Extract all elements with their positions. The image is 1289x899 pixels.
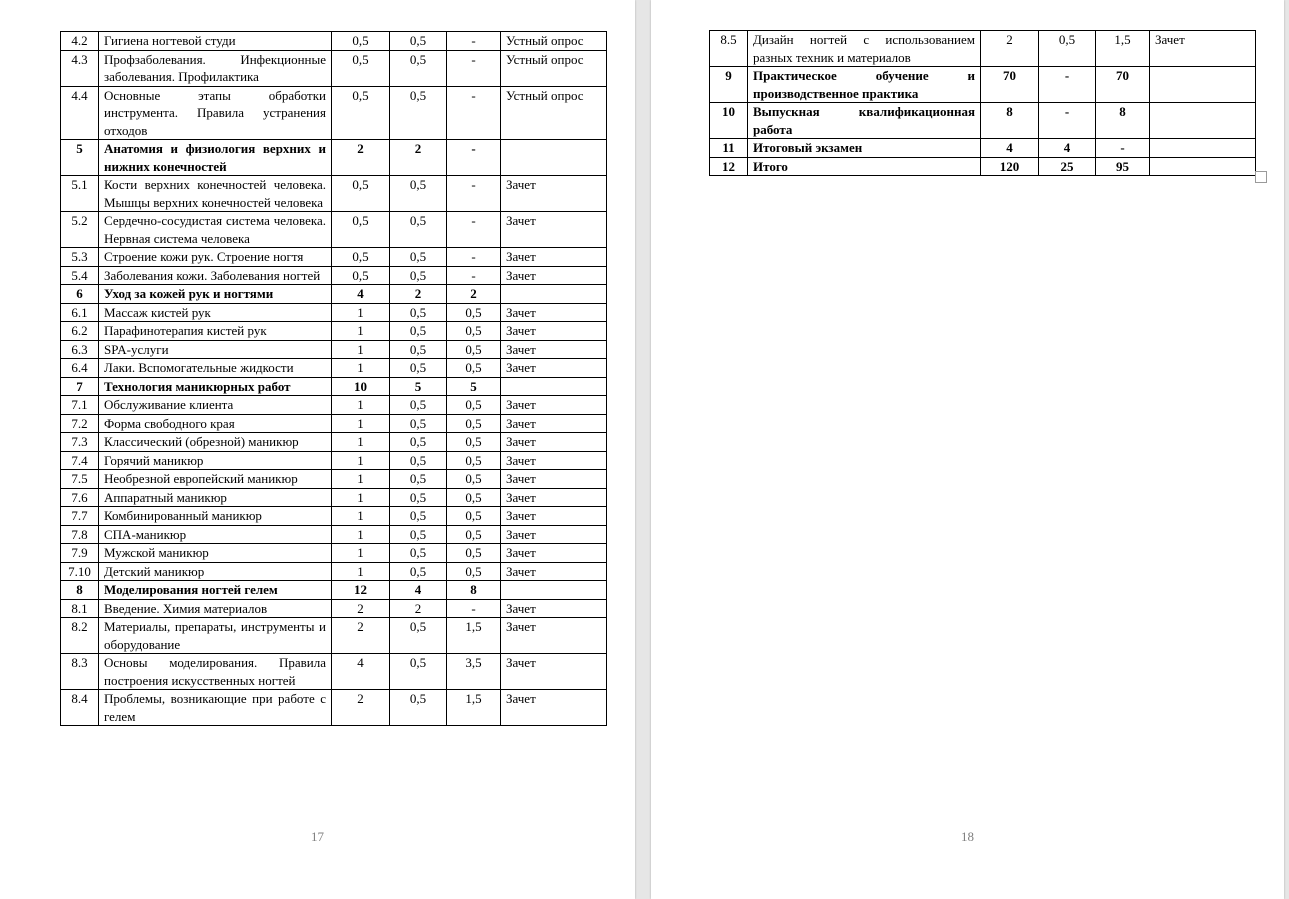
row-title: Уход за кожей рук и ногтями: [99, 285, 332, 304]
row-title: Выпускная квалификационная работа: [748, 103, 981, 139]
row-number: 10: [710, 103, 748, 139]
table-row: [61, 507, 607, 526]
table-row: [61, 248, 607, 267]
table-row: [61, 544, 607, 563]
row-control-form: Зачет: [501, 266, 607, 285]
row-theory-hours: 2: [390, 599, 447, 618]
row-theory-hours: 0,5: [390, 470, 447, 489]
row-control-form: Зачет: [501, 212, 607, 248]
row-practice-hours: 0,5: [447, 340, 501, 359]
table-row: [61, 212, 607, 248]
row-theory-hours: 0,5: [390, 50, 447, 86]
curriculum-table-body: [710, 31, 1256, 176]
row-total-hours: 1: [332, 359, 390, 378]
row-title: Итоговый экзамен: [748, 139, 981, 158]
document-page-17: [0, 0, 635, 899]
document-page-18: [651, 0, 1284, 899]
row-practice-hours: 0,5: [447, 525, 501, 544]
row-theory-hours: 0,5: [390, 86, 447, 140]
row-practice-hours: 5: [447, 377, 501, 396]
row-number: 7.5: [61, 470, 99, 489]
section-row: [710, 67, 1256, 103]
row-theory-hours: 0,5: [390, 359, 447, 378]
row-title: Практическое обучение и производственное практика: [748, 67, 981, 103]
row-control-form: Зачет: [501, 525, 607, 544]
table-row: [61, 690, 607, 726]
row-practice-hours: 0,5: [447, 470, 501, 489]
row-title: Парафинотерапия кистей рук: [99, 322, 332, 341]
row-theory-hours: 0,5: [390, 303, 447, 322]
row-control-form: Зачет: [501, 507, 607, 526]
row-theory-hours: 0,5: [390, 507, 447, 526]
row-control-form: Устный опрос: [501, 86, 607, 140]
row-number: 7.8: [61, 525, 99, 544]
row-number: 8.4: [61, 690, 99, 726]
row-total-hours: 8: [981, 103, 1039, 139]
row-control-form: Зачет: [501, 544, 607, 563]
curriculum-table-page-17: [60, 31, 607, 726]
row-number: 12: [710, 157, 748, 176]
table-row: [61, 562, 607, 581]
row-title: СПА-маникюр: [99, 525, 332, 544]
row-theory-hours: 0,5: [390, 433, 447, 452]
row-theory-hours: 0,5: [390, 32, 447, 51]
row-total-hours: 0,5: [332, 266, 390, 285]
row-number: 8.1: [61, 599, 99, 618]
row-total-hours: 1: [332, 507, 390, 526]
row-control-form: Зачет: [501, 470, 607, 489]
row-number: 6: [61, 285, 99, 304]
row-control-form: Зачет: [501, 690, 607, 726]
row-theory-hours: 0,5: [390, 618, 447, 654]
row-title: Аппаратный маникюр: [99, 488, 332, 507]
table-row: [61, 654, 607, 690]
row-number: 7.2: [61, 414, 99, 433]
row-theory-hours: 0,5: [390, 322, 447, 341]
page-number: 17: [311, 829, 324, 844]
row-title: Комбинированный маникюр: [99, 507, 332, 526]
row-practice-hours: 1,5: [447, 618, 501, 654]
row-theory-hours: 0,5: [390, 525, 447, 544]
row-number: 7.9: [61, 544, 99, 563]
row-control-form: Зачет: [501, 340, 607, 359]
row-theory-hours: -: [1039, 103, 1096, 139]
section-row: [61, 377, 607, 396]
row-total-hours: 4: [332, 285, 390, 304]
row-practice-hours: -: [447, 599, 501, 618]
table-row: [61, 451, 607, 470]
row-total-hours: 2: [332, 599, 390, 618]
row-control-form: [501, 581, 607, 600]
row-number: 8.3: [61, 654, 99, 690]
row-total-hours: 4: [332, 654, 390, 690]
row-title: Мужской маникюр: [99, 544, 332, 563]
row-title: Введение. Химия материалов: [99, 599, 332, 618]
section-row: [710, 139, 1256, 158]
table-row: [61, 359, 607, 378]
row-title: Обслуживание клиента: [99, 396, 332, 415]
row-control-form: Зачет: [501, 248, 607, 267]
row-title: Проблемы, возникающие при работе с гелем: [99, 690, 332, 726]
row-control-form: Зачет: [501, 359, 607, 378]
row-practice-hours: 70: [1096, 67, 1150, 103]
row-total-hours: 1: [332, 470, 390, 489]
row-practice-hours: 8: [1096, 103, 1150, 139]
row-number: 4.3: [61, 50, 99, 86]
row-practice-hours: 3,5: [447, 654, 501, 690]
row-practice-hours: 0,5: [447, 507, 501, 526]
row-control-form: Зачет: [501, 618, 607, 654]
row-practice-hours: -: [447, 212, 501, 248]
row-total-hours: 1: [332, 525, 390, 544]
row-theory-hours: 0,5: [390, 451, 447, 470]
table-row: [61, 340, 607, 359]
row-number: 9: [710, 67, 748, 103]
row-theory-hours: 0,5: [390, 544, 447, 563]
row-total-hours: 0,5: [332, 50, 390, 86]
row-theory-hours: 2: [390, 285, 447, 304]
table-row: [61, 618, 607, 654]
row-title: Массаж кистей рук: [99, 303, 332, 322]
row-total-hours: 1: [332, 322, 390, 341]
table-row: [61, 303, 607, 322]
table-row: [710, 31, 1256, 67]
row-title: Основные этапы обработки инструмента. Правила устранения отходов: [99, 86, 332, 140]
row-number: 5.3: [61, 248, 99, 267]
table-row: [61, 50, 607, 86]
row-title: Детский маникюр: [99, 562, 332, 581]
row-total-hours: 70: [981, 67, 1039, 103]
row-number: 11: [710, 139, 748, 158]
row-number: 7.7: [61, 507, 99, 526]
row-total-hours: 10: [332, 377, 390, 396]
table-row: [61, 414, 607, 433]
row-practice-hours: 0,5: [447, 433, 501, 452]
row-theory-hours: 5: [390, 377, 447, 396]
row-number: 5.4: [61, 266, 99, 285]
row-number: 7.6: [61, 488, 99, 507]
row-number: 7: [61, 377, 99, 396]
row-practice-hours: -: [447, 140, 501, 176]
row-title: Дизайн ногтей с использованием разных техник и материалов: [748, 31, 981, 67]
row-title: Материалы, препараты, инструменты и оборудование: [99, 618, 332, 654]
section-row: [61, 581, 607, 600]
row-control-form: Устный опрос: [501, 50, 607, 86]
row-number: 7.3: [61, 433, 99, 452]
row-control-form: Зачет: [501, 488, 607, 507]
table-row: [61, 599, 607, 618]
row-title: Основы моделирования. Правила построения искусственных ногтей: [99, 654, 332, 690]
row-total-hours: 120: [981, 157, 1039, 176]
row-title: Необрезной европейский маникюр: [99, 470, 332, 489]
row-theory-hours: 0,5: [390, 654, 447, 690]
row-practice-hours: -: [1096, 139, 1150, 158]
row-number: 4.4: [61, 86, 99, 140]
row-number: 6.3: [61, 340, 99, 359]
row-control-form: [501, 285, 607, 304]
row-control-form: Зачет: [501, 654, 607, 690]
row-practice-hours: 8: [447, 581, 501, 600]
row-theory-hours: 2: [390, 140, 447, 176]
row-control-form: Зачет: [1150, 31, 1256, 67]
table-row: [61, 396, 607, 415]
row-control-form: [1150, 103, 1256, 139]
table-row: [61, 470, 607, 489]
table-end-marker: [1255, 171, 1267, 183]
row-theory-hours: 0,5: [390, 396, 447, 415]
row-control-form: Зачет: [501, 396, 607, 415]
row-total-hours: 2: [981, 31, 1039, 67]
row-practice-hours: 1,5: [447, 690, 501, 726]
row-practice-hours: -: [447, 32, 501, 51]
row-practice-hours: 0,5: [447, 359, 501, 378]
row-total-hours: 1: [332, 414, 390, 433]
row-control-form: [1150, 67, 1256, 103]
row-total-hours: 1: [332, 544, 390, 563]
row-title: Горячий маникюр: [99, 451, 332, 470]
row-theory-hours: 0,5: [390, 488, 447, 507]
table-row: [61, 86, 607, 140]
row-practice-hours: -: [447, 248, 501, 267]
row-practice-hours: 0,5: [447, 488, 501, 507]
row-total-hours: 1: [332, 303, 390, 322]
row-total-hours: 4: [981, 139, 1039, 158]
row-practice-hours: 0,5: [447, 544, 501, 563]
row-control-form: Зачет: [501, 303, 607, 322]
row-title: Сердечно-сосудистая система человека. Нервная система человека: [99, 212, 332, 248]
row-control-form: Зачет: [501, 433, 607, 452]
row-theory-hours: 0,5: [390, 248, 447, 267]
row-total-hours: 0,5: [332, 248, 390, 267]
row-total-hours: 2: [332, 140, 390, 176]
row-total-hours: 2: [332, 618, 390, 654]
row-theory-hours: 4: [1039, 139, 1096, 158]
row-control-form: [1150, 157, 1256, 176]
row-theory-hours: 4: [390, 581, 447, 600]
row-number: 7.1: [61, 396, 99, 415]
row-title: Классический (обрезной) маникюр: [99, 433, 332, 452]
row-title: Кости верхних конечностей человека. Мышцы верхних конечностей человека: [99, 176, 332, 212]
row-title: SPA-услуги: [99, 340, 332, 359]
row-control-form: Зачет: [501, 451, 607, 470]
row-number: 6.4: [61, 359, 99, 378]
row-total-hours: 0,5: [332, 176, 390, 212]
row-title: Форма свободного края: [99, 414, 332, 433]
row-total-hours: 0,5: [332, 86, 390, 140]
table-row: [61, 266, 607, 285]
row-title: Заболевания кожи. Заболевания ногтей: [99, 266, 332, 285]
row-control-form: Зачет: [501, 599, 607, 618]
row-number: 5: [61, 140, 99, 176]
row-number: 5.1: [61, 176, 99, 212]
row-number: 8: [61, 581, 99, 600]
row-total-hours: 0,5: [332, 32, 390, 51]
row-theory-hours: 0,5: [390, 176, 447, 212]
page-number: 18: [961, 829, 974, 844]
row-title: Лаки. Вспомогательные жидкости: [99, 359, 332, 378]
row-number: 8.5: [710, 31, 748, 67]
table-row: [61, 488, 607, 507]
table-row: [61, 525, 607, 544]
section-row: [710, 103, 1256, 139]
row-number: 8.2: [61, 618, 99, 654]
page-gutter: [635, 0, 651, 899]
row-theory-hours: 0,5: [390, 340, 447, 359]
section-row: [61, 140, 607, 176]
row-title: Гигиена ногтевой студи: [99, 32, 332, 51]
table-row: [61, 176, 607, 212]
row-total-hours: 12: [332, 581, 390, 600]
row-total-hours: 2: [332, 690, 390, 726]
row-practice-hours: 0,5: [447, 303, 501, 322]
row-practice-hours: 0,5: [447, 396, 501, 415]
row-number: 7.10: [61, 562, 99, 581]
row-number: 5.2: [61, 212, 99, 248]
row-control-form: Зачет: [501, 176, 607, 212]
row-practice-hours: -: [447, 266, 501, 285]
row-control-form: Зачет: [501, 322, 607, 341]
row-control-form: [501, 140, 607, 176]
row-total-hours: 1: [332, 340, 390, 359]
row-total-hours: 0,5: [332, 212, 390, 248]
row-number: 6.1: [61, 303, 99, 322]
row-number: 7.4: [61, 451, 99, 470]
row-practice-hours: 0,5: [447, 414, 501, 433]
row-control-form: Устный опрос: [501, 32, 607, 51]
row-total-hours: 1: [332, 451, 390, 470]
row-theory-hours: 0,5: [390, 414, 447, 433]
row-title: Анатомия и физиология верхних и нижних конечностей: [99, 140, 332, 176]
row-title: Профзаболевания. Инфекционные заболевания. Профилактика: [99, 50, 332, 86]
row-practice-hours: -: [447, 50, 501, 86]
row-title: Итого: [748, 157, 981, 176]
row-total-hours: 1: [332, 562, 390, 581]
row-practice-hours: 95: [1096, 157, 1150, 176]
row-theory-hours: 0,5: [390, 690, 447, 726]
row-total-hours: 1: [332, 488, 390, 507]
row-theory-hours: -: [1039, 67, 1096, 103]
row-theory-hours: 0,5: [390, 212, 447, 248]
row-title: Технология маникюрных работ: [99, 377, 332, 396]
row-total-hours: 1: [332, 396, 390, 415]
row-theory-hours: 0,5: [390, 266, 447, 285]
row-title: Строение кожи рук. Строение ногтя: [99, 248, 332, 267]
row-theory-hours: 0,5: [1039, 31, 1096, 67]
section-row: [710, 157, 1256, 176]
row-practice-hours: 0,5: [447, 451, 501, 470]
row-title: Моделирования ногтей гелем: [99, 581, 332, 600]
row-practice-hours: -: [447, 176, 501, 212]
row-control-form: [1150, 139, 1256, 158]
table-row: [61, 322, 607, 341]
curriculum-table-page-18: [709, 30, 1256, 176]
row-control-form: Зачет: [501, 414, 607, 433]
row-number: 6.2: [61, 322, 99, 341]
section-row: [61, 285, 607, 304]
row-total-hours: 1: [332, 433, 390, 452]
table-row: [61, 32, 607, 51]
row-practice-hours: 1,5: [1096, 31, 1150, 67]
row-control-form: [501, 377, 607, 396]
row-theory-hours: 0,5: [390, 562, 447, 581]
row-practice-hours: 2: [447, 285, 501, 304]
curriculum-table-body: [61, 32, 607, 726]
row-theory-hours: 25: [1039, 157, 1096, 176]
row-practice-hours: 0,5: [447, 562, 501, 581]
table-row: [61, 433, 607, 452]
row-practice-hours: 0,5: [447, 322, 501, 341]
row-control-form: Зачет: [501, 562, 607, 581]
row-practice-hours: -: [447, 86, 501, 140]
row-number: 4.2: [61, 32, 99, 51]
